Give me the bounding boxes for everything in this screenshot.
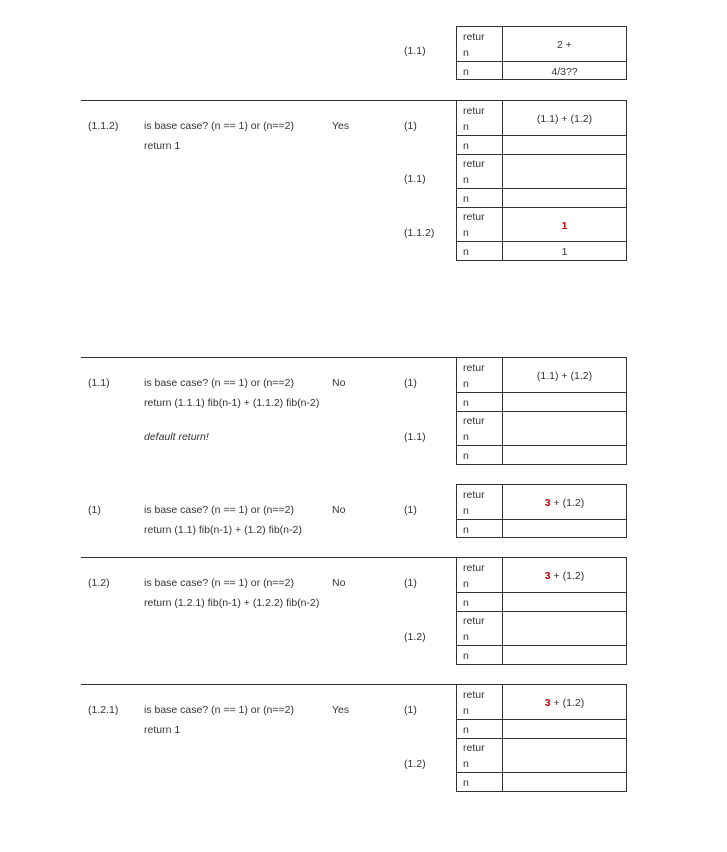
stack-label: (1.1) bbox=[404, 431, 426, 443]
return-value: (1.1) + (1.2) bbox=[536, 113, 593, 125]
stack-frame: retur n 3 + (1.2) n retur n n bbox=[456, 684, 627, 792]
stack-frame: retur n (1.1) + (1.2) n retur n n bbox=[456, 357, 627, 465]
call-id: (1.1.2) bbox=[88, 120, 119, 132]
stack-frame: retur n 3 + (1.2) n retur n n bbox=[456, 557, 627, 665]
stack-label: (1) bbox=[404, 120, 417, 132]
base-case-check: is base case? (n == 1) or (n==2) bbox=[144, 120, 294, 132]
stack-label: (1.2) bbox=[404, 758, 426, 770]
call-id: (1.2) bbox=[88, 577, 110, 589]
return-value: 1 bbox=[561, 220, 568, 232]
stack-label: (1) bbox=[404, 504, 417, 516]
stack-label: (1.1) bbox=[404, 173, 426, 185]
section-divider bbox=[81, 100, 456, 101]
return-label-cont: n bbox=[463, 66, 469, 78]
return-value: 3 + (1.2) bbox=[544, 497, 585, 509]
base-case-answer: No bbox=[332, 377, 346, 389]
return-label-cont: n bbox=[463, 47, 469, 59]
return-value: 2 + bbox=[557, 39, 572, 51]
frame-row bbox=[457, 27, 626, 61]
return-statement: return 1 bbox=[144, 724, 181, 736]
stack-label: (1) bbox=[404, 577, 417, 589]
return-value: 4/3?? bbox=[551, 66, 578, 78]
base-case-answer: No bbox=[332, 577, 346, 589]
stack-label: (1.1.2) bbox=[404, 227, 435, 239]
return-statement: return (1.1.1) fib(n-1) + (1.1.2) fib(n-2) bbox=[144, 397, 320, 409]
base-case-answer: Yes bbox=[332, 704, 350, 716]
stack-frame: retur n (1.1) + (1.2) n retur n n retur n 1 n 1 bbox=[456, 100, 627, 261]
stack-label: (1.2) bbox=[404, 631, 426, 643]
return-statement: return (1.1) fib(n-1) + (1.2) fib(n-2) bbox=[144, 524, 302, 536]
section-divider bbox=[81, 357, 456, 358]
section-divider bbox=[81, 557, 456, 558]
return-value: 1 bbox=[561, 246, 568, 258]
call-id: (1) bbox=[88, 504, 101, 516]
return-value: (1.1) + (1.2) bbox=[536, 370, 593, 382]
stack-label: (1) bbox=[404, 377, 417, 389]
stack-label: (1.1) bbox=[404, 45, 426, 57]
stack-frame bbox=[456, 26, 627, 80]
stack-frame: retur n 3 + (1.2) n bbox=[456, 484, 627, 538]
base-case-answer: No bbox=[332, 504, 346, 516]
call-id: (1.2.1) bbox=[88, 704, 119, 716]
stack-label: (1) bbox=[404, 704, 417, 716]
base-case-answer: Yes bbox=[332, 120, 350, 132]
base-case-check: is base case? (n == 1) or (n==2) bbox=[144, 577, 294, 589]
base-case-check: is base case? (n == 1) or (n==2) bbox=[144, 504, 294, 516]
frame-row bbox=[457, 61, 626, 80]
base-case-check: is base case? (n == 1) or (n==2) bbox=[144, 704, 294, 716]
section-divider bbox=[81, 684, 456, 685]
return-statement: return (1.2.1) fib(n-1) + (1.2.2) fib(n-2) bbox=[144, 597, 320, 609]
note: default return! bbox=[144, 431, 209, 443]
call-id: (1.1) bbox=[88, 377, 110, 389]
base-case-check: is base case? (n == 1) or (n==2) bbox=[144, 377, 294, 389]
return-label: retur bbox=[463, 31, 485, 43]
return-value: 3 + (1.2) bbox=[544, 697, 585, 709]
return-statement: return 1 bbox=[144, 140, 181, 152]
return-value: 3 + (1.2) bbox=[544, 570, 585, 582]
